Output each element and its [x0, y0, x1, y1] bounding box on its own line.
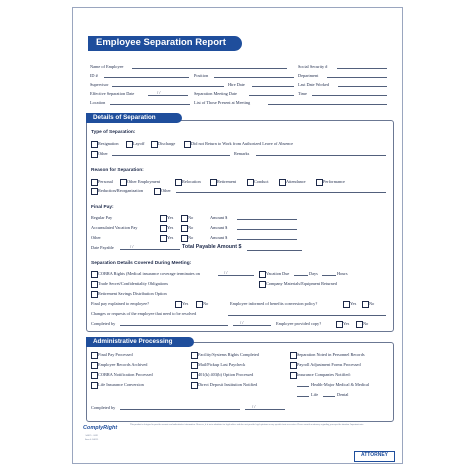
benefits-policy-yes-label: Yes [350, 301, 357, 306]
location-label: Location [90, 100, 106, 105]
final-pay-explained-no-checkbox[interactable] [196, 301, 203, 308]
other-pay-no-label: No [188, 235, 194, 240]
form-code-2: Item # A0625 [85, 438, 99, 441]
retirement-savings-checkbox[interactable] [91, 291, 98, 298]
relocation-label: Relocation [182, 179, 201, 184]
benefits-policy-label: Employee informed of benefits conversion policy? [230, 301, 318, 306]
final-pay-explained-no-label: No [203, 301, 209, 306]
ssn-field[interactable] [337, 68, 387, 69]
effective-date-slashes: / / [157, 90, 161, 95]
hours-label: Hours [337, 271, 348, 276]
final-pay-explained-label: Final pay explained to employee? [91, 301, 149, 306]
personal-checkbox[interactable] [91, 179, 98, 186]
type-other-field[interactable] [112, 155, 230, 156]
last-date-worked-field[interactable] [338, 86, 387, 87]
vacation-days-field[interactable] [294, 275, 308, 276]
attorney-approved-badge: ATTORNEY [354, 451, 395, 462]
vacation-pay-amount-field[interactable] [237, 229, 297, 230]
regular-pay-amount-field[interactable] [237, 219, 297, 220]
direct-deposit-checkbox[interactable] [191, 382, 198, 389]
regular-pay-amount-label: Amount $ [210, 215, 228, 220]
form-code-1: A0625 · 8/09 [85, 434, 98, 437]
trade-secret-checkbox[interactable] [91, 281, 98, 288]
relocation-checkbox[interactable] [175, 179, 182, 186]
other-pay-label: Other [91, 235, 101, 240]
hire-date-label: Hire Date [228, 82, 245, 87]
life-insurance-field[interactable] [297, 396, 309, 397]
time-label: Time [298, 91, 307, 96]
effective-separation-date-field[interactable] [148, 95, 188, 96]
direct-deposit-label: Direct Deposit Institution Notified [198, 382, 258, 387]
records-archived-label: Employee Records Archived [98, 362, 148, 367]
name-of-employee-field[interactable] [132, 68, 287, 69]
admin-section-title: Administrative Processing [93, 338, 173, 345]
regular-pay-yes-checkbox[interactable] [160, 215, 167, 222]
separation-meeting-date-label: Separation Meeting Date [194, 91, 237, 96]
date-payable-field[interactable] [120, 249, 180, 250]
employee-copy-no-checkbox[interactable] [356, 321, 363, 328]
regular-pay-no-checkbox[interactable] [181, 215, 188, 222]
health-insurance-field[interactable] [297, 386, 309, 387]
other-pay-amount-label: Amount $ [210, 235, 228, 240]
separation-noted-label: Separation Noted in Personnel Records [297, 352, 365, 357]
type-of-separation-heading: Type of Separation: [91, 130, 136, 135]
type-other-checkbox[interactable] [91, 151, 98, 158]
separation-details-heading: Separation Details Covered During Meeting: [91, 261, 192, 266]
retirement-label: Retirement [217, 179, 237, 184]
vacation-hours-field[interactable] [322, 275, 336, 276]
attendance-checkbox[interactable] [279, 179, 286, 186]
complyright-logo: ComplyRight [83, 425, 118, 431]
benefits-policy-no-checkbox[interactable] [362, 301, 369, 308]
employee-copy-yes-label: Yes [343, 321, 350, 326]
other-pay-yes-label: Yes [167, 235, 174, 240]
other-employment-label: Other Employment [127, 179, 161, 184]
other-pay-amount-field[interactable] [237, 239, 297, 240]
dental-insurance-field[interactable] [323, 396, 335, 397]
performance-checkbox[interactable] [316, 179, 323, 186]
payroll-adjustment-checkbox[interactable] [290, 362, 297, 369]
benefits-policy-no-label: No [369, 301, 375, 306]
layoff-checkbox[interactable] [126, 141, 133, 148]
401k-option-label: 401(k) 403(b) Option Processed [198, 372, 254, 377]
present-at-meeting-field[interactable] [268, 104, 387, 105]
vacation-pay-no-checkbox[interactable] [181, 225, 188, 232]
resignation-label: Resignation [98, 141, 119, 146]
other-pay-no-checkbox[interactable] [181, 235, 188, 242]
401k-option-checkbox[interactable] [191, 372, 198, 379]
type-remarks-field[interactable] [256, 155, 386, 156]
department-field[interactable] [327, 77, 387, 78]
details-completed-date-field[interactable] [233, 325, 271, 326]
ssn-label: Social Security # [298, 64, 328, 69]
regular-pay-yes-label: Yes [167, 215, 174, 220]
other-pay-yes-checkbox[interactable] [160, 235, 167, 242]
retirement-savings-label: Retirement Savings Distribution Option [98, 291, 167, 296]
admin-completed-date-slashes: / / [252, 404, 256, 409]
insurance-notified-label: Insurance Companies Notified: [297, 372, 351, 377]
regular-pay-label: Regular Pay [91, 215, 113, 220]
layoff-label: Layoff [133, 141, 145, 146]
time-field[interactable] [312, 95, 387, 96]
type-other-label: Other [98, 151, 108, 156]
cobra-checkbox[interactable] [91, 271, 98, 278]
supervisor-field[interactable] [112, 86, 224, 87]
employee-copy-label: Employee provided copy? [276, 321, 322, 326]
location-field[interactable] [110, 104, 190, 105]
details-completed-date-slashes: / / [240, 320, 244, 325]
cobra-date-field[interactable] [218, 275, 254, 276]
conduct-label: Conduct [254, 179, 269, 184]
discharge-label: Discharge [158, 141, 176, 146]
department-label: Department [298, 73, 319, 78]
retirement-checkbox[interactable] [210, 179, 217, 186]
separation-meeting-date-field[interactable] [249, 95, 294, 96]
total-payable-label: Total Payable Amount $ [182, 244, 242, 250]
did-not-return-checkbox[interactable] [184, 141, 191, 148]
employee-copy-no-label: No [363, 321, 369, 326]
resignation-checkbox[interactable] [91, 141, 98, 148]
employee-copy-yes-checkbox[interactable] [336, 321, 343, 328]
last-date-worked-label: Last Date Worked [298, 82, 330, 87]
name-of-employee-label: Name of Employee [90, 64, 124, 69]
supervisor-label: Supervisor [90, 82, 109, 87]
position-field[interactable] [214, 77, 294, 78]
reduction-label: Reduction/Reorganization [98, 188, 144, 193]
admin-completed-date-field[interactable] [245, 409, 285, 410]
details-completed-by-label: Completed by [91, 321, 116, 326]
vacation-pay-label: Accumulated Vacation Pay [91, 225, 138, 230]
vacation-pay-no-label: No [188, 225, 194, 230]
vacation-pay-yes-checkbox[interactable] [160, 225, 167, 232]
cobra-notification-checkbox[interactable] [91, 372, 98, 379]
final-pay-heading: Final Pay: [91, 205, 114, 210]
admin-completed-by-label: Completed by [91, 405, 116, 410]
company-materials-checkbox[interactable] [259, 281, 266, 288]
position-label: Position [194, 73, 209, 78]
vacation-pay-amount-label: Amount $ [210, 225, 228, 230]
attendance-label: Attendance [286, 179, 306, 184]
facility-rights-label: Facility/Systems Rights Completed [198, 352, 259, 357]
insurance-notified-checkbox[interactable] [290, 372, 297, 379]
reason-other-label: Other [161, 188, 171, 193]
details-completed-by-field[interactable] [120, 325, 228, 326]
id-field[interactable] [104, 77, 189, 78]
life-insurance-label: Life Insurance Conversion [98, 382, 144, 387]
benefits-policy-yes-checkbox[interactable] [343, 301, 350, 308]
performance-label: Performance [323, 179, 345, 184]
life-insurance-type-label: Life [311, 392, 319, 397]
effective-separation-date-label: Effective Separation Date [90, 91, 135, 96]
vacation-due-label: Vacation Due [266, 271, 290, 276]
last-paycheck-label: Mail/Pickup Last Paycheck [198, 362, 246, 367]
vacation-due-checkbox[interactable] [259, 271, 266, 278]
hire-date-field[interactable] [252, 86, 294, 87]
final-pay-explained-yes-checkbox[interactable] [175, 301, 182, 308]
trade-secret-label: Trade Secret/Confidentiality Obligations [98, 281, 169, 286]
present-at-meeting-label: List of Those Present at Meeting [194, 100, 251, 105]
records-archived-checkbox[interactable] [91, 362, 98, 369]
total-payable-field[interactable] [247, 250, 302, 251]
reason-heading: Reason for Separation: [91, 168, 144, 173]
details-section-title: Details of Separation [93, 114, 156, 121]
date-payable-slashes: / / [130, 244, 134, 249]
final-pay-explained-yes-label: Yes [182, 301, 189, 306]
reduction-checkbox[interactable] [91, 188, 98, 195]
type-remarks-label: Remarks [234, 151, 250, 156]
conduct-checkbox[interactable] [247, 179, 254, 186]
discharge-checkbox[interactable] [151, 141, 158, 148]
days-label: Days [309, 271, 318, 276]
dental-insurance-label: Dental [337, 392, 349, 397]
other-employment-checkbox[interactable] [120, 179, 127, 186]
id-label: ID # [90, 73, 98, 78]
personal-label: Personal [98, 179, 113, 184]
legal-fine-print: This product is designed to provide accurate and authoritative information. However, it is not a substitute for legal advice and does not provide legal opinions on any specific facts or services. Please consult an attorney regarding your specific situation. Important note: [130, 424, 364, 426]
final-pay-processed-label: Final Pay Processed [98, 352, 133, 357]
cobra-label: COBRA Rights (Medical insurance coverage terminates on [98, 271, 200, 276]
final-pay-processed-checkbox[interactable] [91, 352, 98, 359]
facility-rights-checkbox[interactable] [191, 352, 198, 359]
changes-field[interactable] [228, 315, 386, 316]
changes-label: Changes or requests of the employee that need to be resolved [91, 311, 197, 316]
health-insurance-label: Health-Major Medical & Medical [311, 382, 370, 387]
did-not-return-label: Did not Return to Work from Authorized Leave of Absence [191, 141, 294, 146]
reason-other-field[interactable] [176, 192, 386, 193]
reason-other-checkbox[interactable] [154, 188, 161, 195]
separation-noted-checkbox[interactable] [290, 352, 297, 359]
life-insurance-checkbox[interactable] [91, 382, 98, 389]
regular-pay-no-label: No [188, 215, 194, 220]
payroll-adjustment-label: Payroll Adjustment Forms Processed [297, 362, 361, 367]
form-title: Employee Separation Report [96, 37, 226, 48]
date-payable-label: Date Payable [91, 245, 114, 250]
vacation-pay-yes-label: Yes [167, 225, 174, 230]
company-materials-label: Company Materials/Equipment Returned [266, 281, 337, 286]
cobra-notification-label: COBRA Notification Processed [98, 372, 153, 377]
last-paycheck-checkbox[interactable] [191, 362, 198, 369]
admin-completed-by-field[interactable] [120, 409, 240, 410]
cobra-date-slashes: / / [224, 270, 228, 275]
